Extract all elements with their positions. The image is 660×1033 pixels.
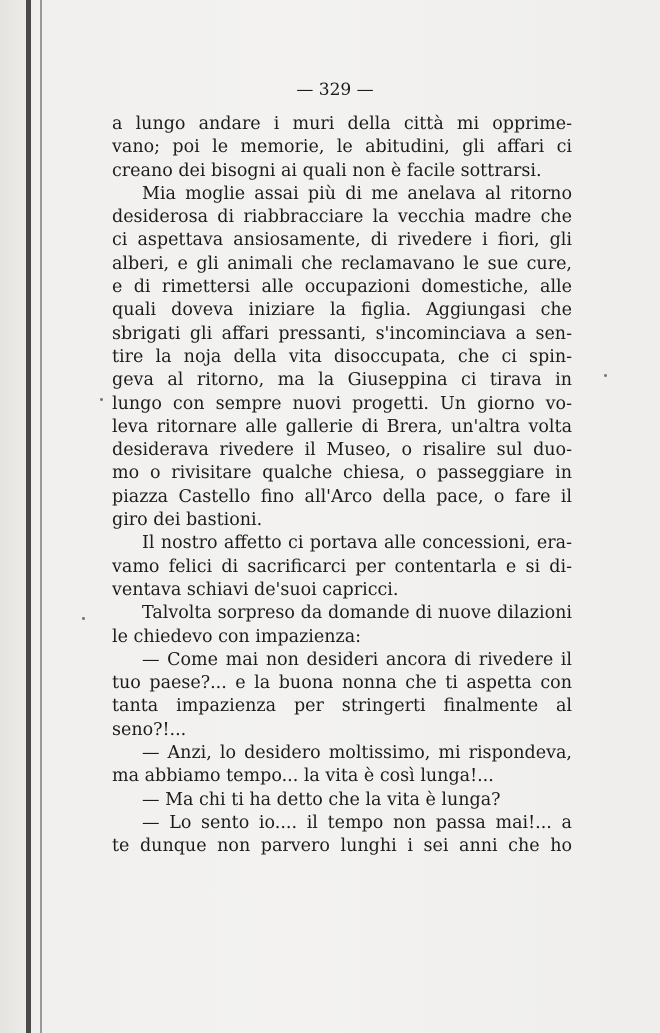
text-line: alberi, e gli animali che reclamavano le sue cure, <box>112 253 572 274</box>
text-line: quali doveva iniziare la figlia. Aggiungasi che <box>112 300 572 321</box>
text-line: te dunque non parvero lunghi i sei anni che ho <box>112 836 572 857</box>
text-line: ventava schiavi de'suoi capricci. <box>112 579 399 600</box>
text-line: sbrigati gli affari pressanti, s'incominciava a sen- <box>112 323 572 344</box>
text-line: giro dei bastioni. <box>112 510 263 531</box>
text-line: Mia moglie assai più di me anelava al ritorno <box>142 183 572 204</box>
text-line: geva al ritorno, ma la Giuseppina ci tirava in <box>112 370 572 391</box>
binding-shadow <box>40 0 42 1033</box>
text-line: creano dei bisogni ai quali non è facile sottrarsi. <box>112 160 542 181</box>
text-line: tire la noja della vita disoccupata, che ci spin- <box>112 346 572 367</box>
ink-speck <box>82 617 85 620</box>
text-line: Talvolta sorpreso da domande di nuove dilazioni <box>142 603 572 624</box>
text-line: lungo con sempre nuovi progetti. Un giorno vo- <box>112 393 572 414</box>
text-line: — Ma chi ti ha detto che la vita è lunga? <box>142 789 501 810</box>
text-line: — Lo sento io.... il tempo non passa mai!... a <box>142 812 572 833</box>
text-line: mo o rivisitare qualche chiesa, o passeggiare in <box>112 463 572 484</box>
page-number: — 329 — <box>296 80 374 100</box>
ink-speck <box>604 374 607 377</box>
text-line: seno?!... <box>112 719 187 740</box>
text-line: leva ritornare alle gallerie di Brera, un'altra volta <box>112 416 572 437</box>
text-line: — Come mai non desideri ancora di rivedere il <box>142 649 572 670</box>
text-line: — Anzi, lo desidero moltissimo, mi rispondeva, <box>142 743 572 764</box>
text-line: le chiedevo con impazienza: <box>112 626 362 647</box>
text-line: e di rimettersi alle occupazioni domestiche, alle <box>112 277 572 298</box>
text-line: piazza Castello fino all'Arco della pace, o fare il <box>112 486 572 507</box>
binding-edge <box>26 0 31 1033</box>
text-line: ci aspettava ansiosamente, di rivedere i fiori, gli <box>112 230 572 251</box>
text-line: vamo felici di sacrificarci per contentarla e si di- <box>112 556 572 577</box>
text-line: desiderava rivedere il Museo, o risalire sul duo- <box>112 440 572 461</box>
text-line: vano; poi le memorie, le abitudini, gli affari ci <box>112 137 572 158</box>
text-line: tuo paese?... e la buona nonna che ti aspetta con <box>112 673 572 694</box>
text-line: a lungo andare i muri della città mi opprime- <box>112 114 572 134</box>
text-line: Il nostro affetto ci portava alle concessioni, era- <box>142 533 572 554</box>
ink-speck <box>100 398 103 401</box>
text-line: desiderosa di riabbracciare la vecchia madre che <box>112 207 572 228</box>
body-text <box>112 113 572 859</box>
text-line: tanta impazienza per stringerti finalmente al <box>112 696 572 717</box>
text-line: ma abbiamo tempo... la vita è così lunga!... <box>112 766 494 787</box>
